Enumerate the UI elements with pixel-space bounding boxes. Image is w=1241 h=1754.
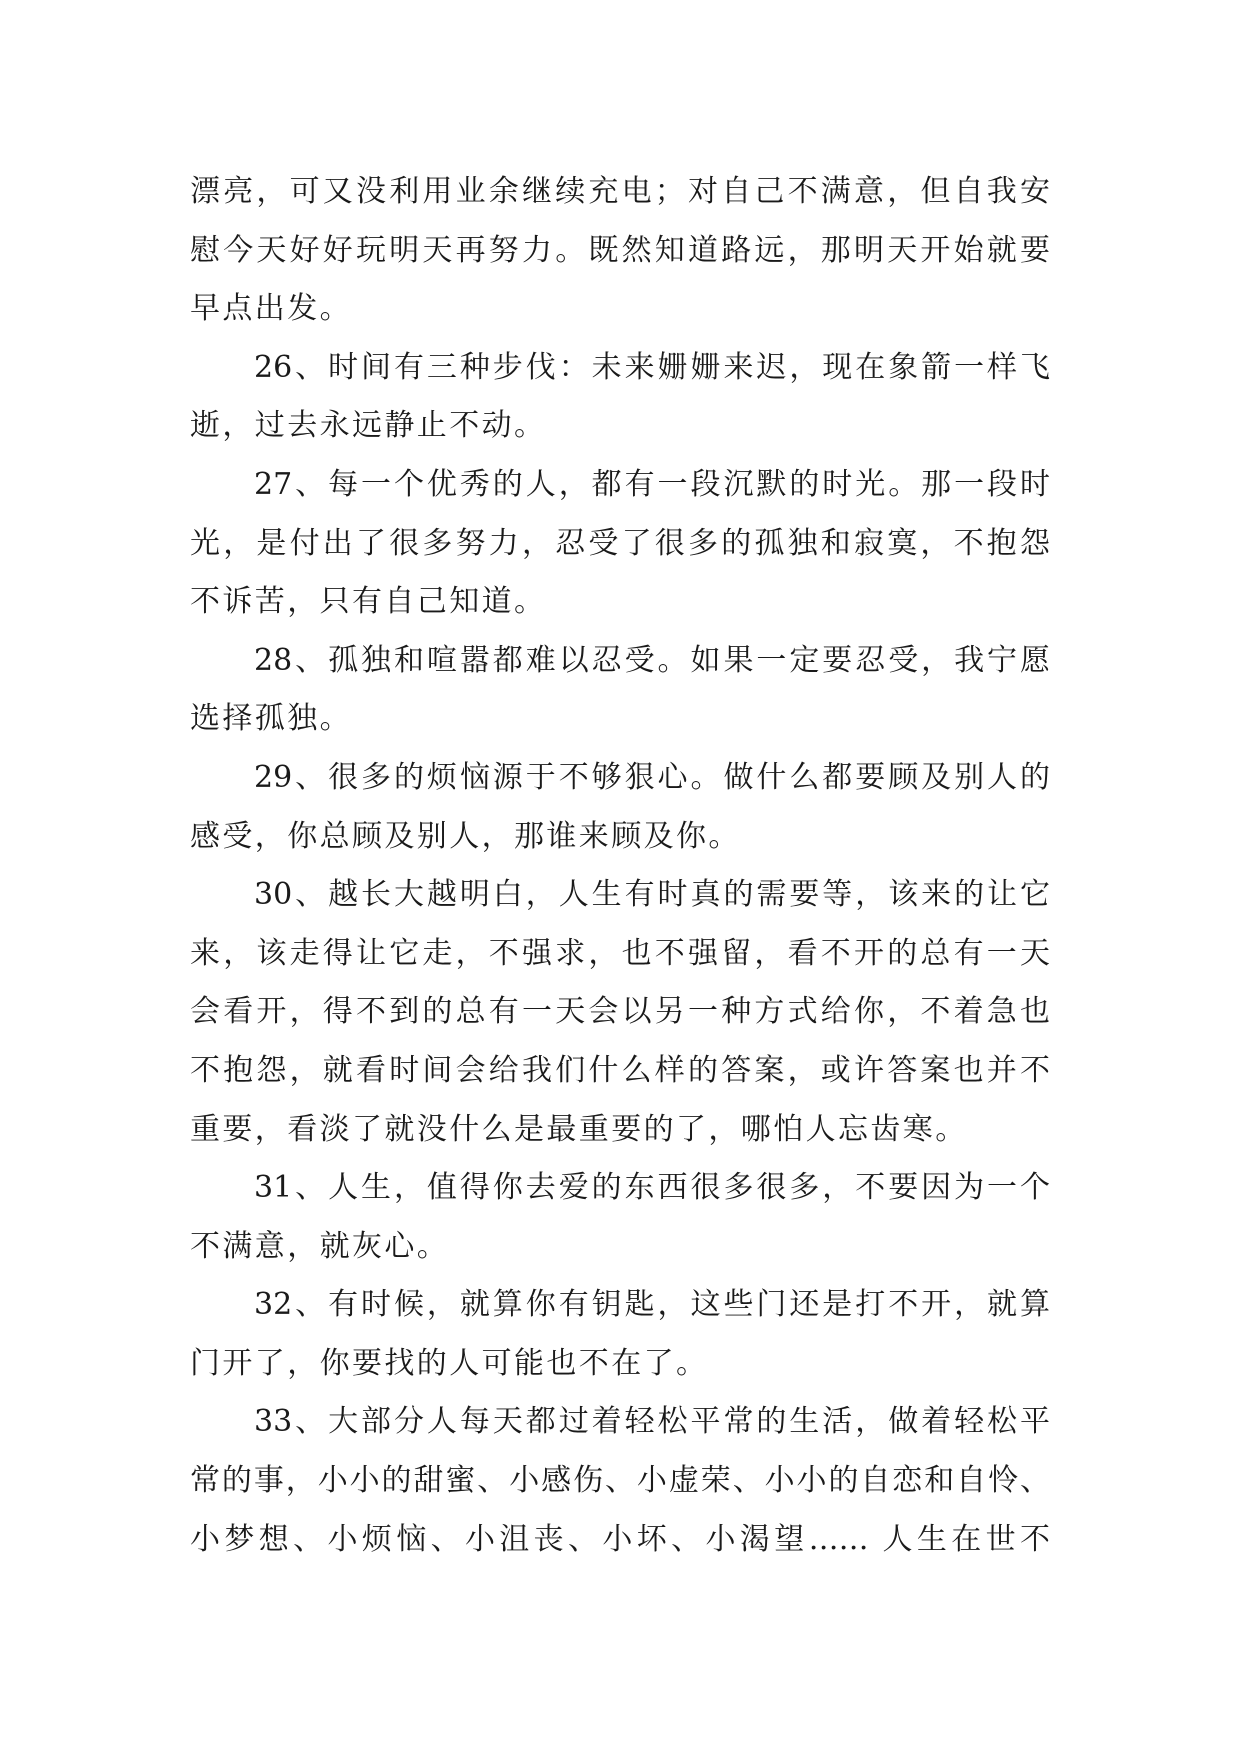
- text-line: 光，是付出了很多努力，忍受了很多的孤独和寂寞，不抱怨: [190, 525, 1050, 561]
- text-line: 30、越长大越明白，人生有时真的需要等，该来的让它: [254, 877, 1050, 913]
- text-line: 33、大部分人每天都过着轻松平常的生活，做着轻松平: [254, 1404, 1050, 1440]
- text-line: 不满意，就灰心。: [190, 1228, 450, 1264]
- text-line: 门开了，你要找的人可能也不在了。: [190, 1345, 709, 1381]
- document-body: [190, 163, 1050, 1569]
- text-line: 不诉苦，只有自己知道。: [190, 584, 547, 620]
- text-line: 小梦想、小烦恼、小沮丧、小坏、小渴望…… 人生在世不: [190, 1521, 1050, 1557]
- text-line: 29、很多的烦恼源于不够狠心。做什么都要顾及别人的: [254, 759, 1050, 795]
- text-line: 重要，看淡了就没什么是最重要的了，哪怕人忘齿寒。: [190, 1111, 968, 1147]
- text-line: 选择孤独。: [190, 701, 352, 737]
- text-line: 感受，你总顾及别人，那谁来顾及你。: [190, 818, 741, 854]
- text-line: 27、每一个优秀的人，都有一段沉默的时光。那一段时: [254, 466, 1050, 502]
- text-line: 32、有时候，就算你有钥匙，这些门还是打不开，就算: [254, 1287, 1050, 1323]
- text-line: 不抱怨，就看时间会给我们什么样的答案，或许答案也并不: [190, 1052, 1050, 1088]
- text-line: 常的事，小小的甜蜜、小感伤、小虚荣、小小的自恋和自怜、: [190, 1463, 1050, 1499]
- text-line: 来，该走得让它走，不强求，也不强留，看不开的总有一天: [190, 935, 1050, 971]
- text-line: 31、人生，值得你去爱的东西很多很多，不要因为一个: [254, 1170, 1050, 1206]
- text-line: 慰今天好好玩明天再努力。既然知道路远，那明天开始就要: [190, 232, 1050, 268]
- text-line: 逝，过去永远静止不动。: [190, 408, 547, 444]
- text-line: 28、孤独和喧嚣都难以忍受。如果一定要忍受，我宁愿: [254, 642, 1050, 678]
- text-line: 漂亮，可又没利用业余继续充电；对自己不满意，但自我安: [190, 174, 1050, 209]
- text-line: 早点出发。: [190, 291, 352, 327]
- text-line: 会看开，得不到的总有一天会以另一种方式给你，不着急也: [190, 994, 1050, 1030]
- text-line: 26、时间有三种步伐：未来姗姗来迟，现在象箭一样飞: [254, 349, 1050, 385]
